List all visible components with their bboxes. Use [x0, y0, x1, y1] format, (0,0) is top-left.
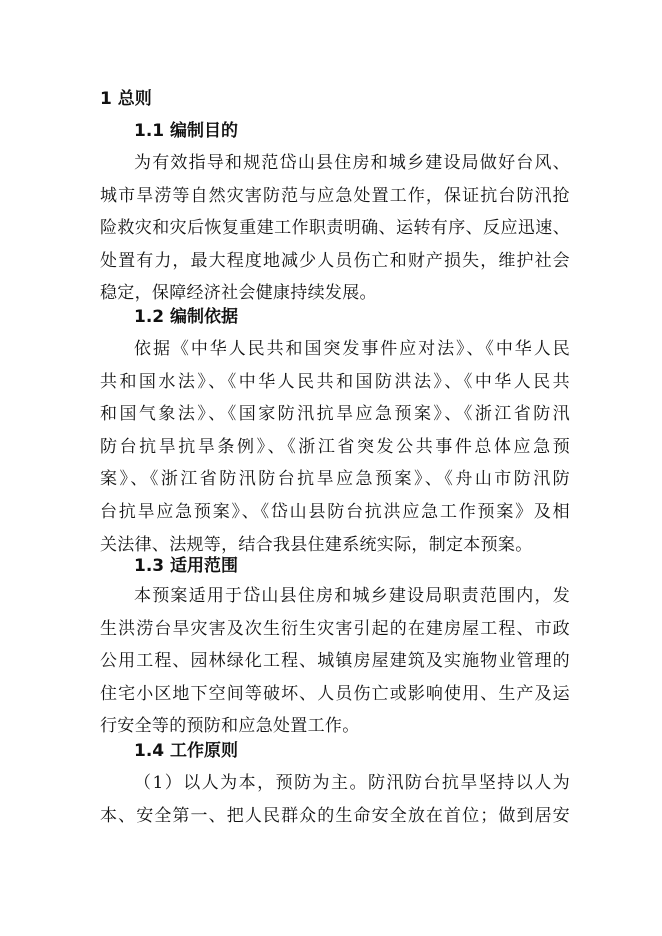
- text-line: 稳定，保障经济社会健康持续发展。: [100, 283, 377, 304]
- text-line: 公用工程、园林绿化工程、城镇房屋建筑及实施物业管理的: [100, 651, 570, 672]
- text-line: 防台抗旱抗旱条例》、《浙江省突发公共事件总体应急预: [100, 436, 570, 457]
- text-line: 关法律、法规等，结合我县住建系统实际，制定本预案。: [100, 534, 533, 555]
- section-body-principles: [100, 767, 570, 832]
- text-line: 本、安全第一、把人民群众的生命安全放在首位；做到居安: [100, 805, 570, 826]
- section-body-basis: [100, 333, 570, 561]
- section-heading-basis: 1.2 编制依据: [134, 307, 239, 327]
- text-line: 台抗旱应急预案》、《岱山县防台抗洪应急工作预案》及相: [100, 501, 570, 522]
- section-heading-purpose: 1.1 编制目的: [134, 121, 239, 141]
- section-body-scope: [100, 580, 570, 743]
- section-body-purpose: [100, 147, 570, 310]
- text-line: 住宅小区地下空间等破坏、人员伤亡或影响使用、生产及运: [100, 683, 570, 704]
- text-line: 生洪涝台旱灾害及次生衍生灾害引起的在建房屋工程、市政: [100, 618, 570, 639]
- text-line: 行安全等的预防和应急处置工作。: [100, 716, 360, 737]
- text-line: 处置有力，最大程度地减少人员伤亡和财产损失，维护社会: [100, 250, 570, 271]
- text-line: 险救灾和灾后恢复重建工作职责明确、运转有序、反应迅速、: [100, 218, 570, 239]
- text-line: 本预案适用于岱山县住房和城乡建设局职责范围内，发: [134, 586, 570, 606]
- chapter-heading: 1 总则: [100, 89, 152, 109]
- text-line: 共和国水法》、《中华人民共和国防洪法》、《中华人民共: [100, 371, 570, 392]
- text-line: 为有效指导和规范岱山县住房和城乡建设局做好台风、: [134, 153, 570, 173]
- text-line: 城市旱涝等自然灾害防范与应急处置工作，保证抗台防汛抢: [100, 185, 570, 206]
- text-line: 和国气象法》、《国家防汛抗旱应急预案》、《浙江省防汛: [100, 404, 570, 425]
- section-heading-scope: 1.3 适用范围: [134, 556, 239, 576]
- text-line: （1）以人为本，预防为主。防汛防台抗旱坚持以人为: [134, 773, 570, 793]
- text-line: 依据《中华人民共和国突发事件应对法》、《中华人民: [134, 339, 570, 359]
- section-heading-principles: 1.4 工作原则: [134, 741, 239, 761]
- text-line: 案》、《浙江省防汛防台抗旱应急预案》、《舟山市防汛防: [100, 469, 570, 490]
